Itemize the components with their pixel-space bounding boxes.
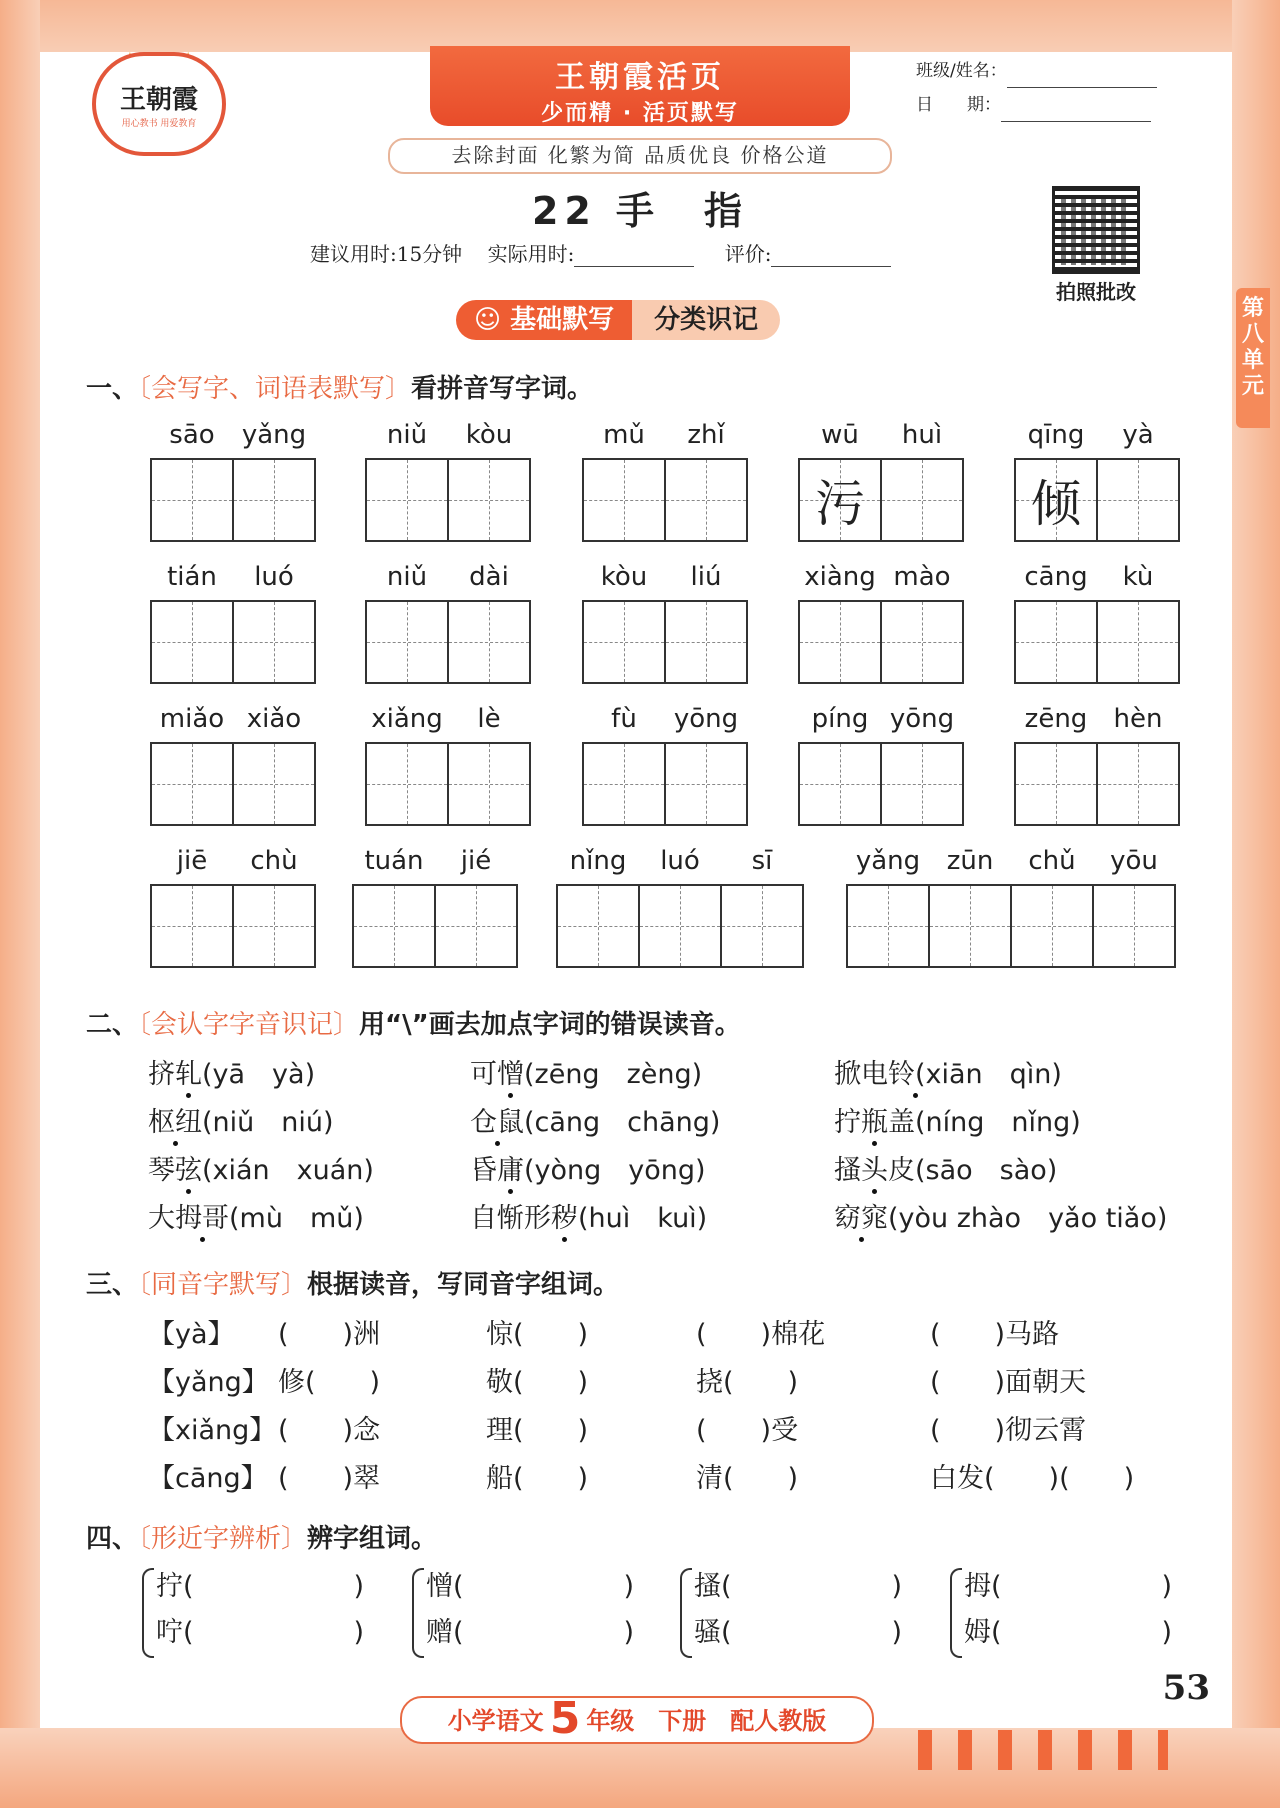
q2-word-dotted: 窈窕 xyxy=(834,1203,888,1234)
q4-word-blank[interactable] xyxy=(426,1564,634,1603)
date-label: 日 期： xyxy=(916,95,1001,115)
writing-cell[interactable] xyxy=(880,742,964,826)
writing-cell[interactable] xyxy=(365,458,449,542)
pinyin-label: fù xyxy=(611,704,637,734)
pinyin-label: mào xyxy=(893,562,951,592)
q2-pinyin-choices[interactable]: (yòng yōng) xyxy=(524,1155,706,1186)
q4-close-paren: ) xyxy=(353,1571,365,1602)
writing-cell[interactable] xyxy=(150,742,234,826)
writing-cell[interactable] xyxy=(846,884,930,968)
q2-word-dotted: 仓鼠 xyxy=(470,1107,524,1138)
q3-pinyin-key: 【xiǎng】 xyxy=(148,1415,277,1446)
q1-box-group xyxy=(582,600,746,684)
q2-word-dotted: 轧 xyxy=(175,1059,202,1090)
writing-cell[interactable] xyxy=(1096,742,1180,826)
pinyin-label: luó xyxy=(660,846,700,876)
q3-blank-item[interactable]: ( )面朝天 xyxy=(930,1367,1087,1398)
qr-code-icon[interactable] xyxy=(1052,186,1140,274)
brand-logo xyxy=(92,52,226,156)
q4-char: 赠( xyxy=(426,1617,464,1648)
q4-close-paren: ) xyxy=(1161,1571,1173,1602)
pinyin-label: niǔ xyxy=(386,420,428,450)
pinyin-label: wū xyxy=(821,420,859,450)
q2-num: 二、 xyxy=(86,1010,139,1040)
q2-pinyin-choices[interactable]: (niǔ niú) xyxy=(202,1107,334,1138)
q1-box-group xyxy=(150,458,314,542)
pinyin-label: yōng xyxy=(889,704,955,734)
writing-cell[interactable] xyxy=(232,600,316,684)
pinyin-label: tuán xyxy=(364,846,424,876)
writing-cell[interactable] xyxy=(582,600,666,684)
pinyin-label: xiǎng xyxy=(371,704,443,734)
writing-cell[interactable] xyxy=(582,742,666,826)
q2-word-dotted: 拧瓶盖 xyxy=(834,1107,915,1138)
page-title: 22 手 指 xyxy=(531,189,749,233)
q2-item[interactable] xyxy=(470,1148,706,1187)
footer-grade: 5 xyxy=(549,1693,581,1744)
pinyin-label: sī xyxy=(751,846,773,876)
writing-cell[interactable] xyxy=(638,884,722,968)
q4-close-paren: ) xyxy=(891,1617,903,1648)
writing-cell[interactable] xyxy=(232,458,316,542)
q4-char: 拧( xyxy=(156,1571,194,1602)
q4-close-paren: ) xyxy=(353,1617,365,1648)
q1-num: 一、 xyxy=(86,374,139,404)
q2-pinyin-choices[interactable]: (yòu zhào yǎo tiǎo) xyxy=(888,1203,1168,1234)
writing-cell[interactable] xyxy=(365,600,449,684)
pinyin-label: yōu xyxy=(1110,846,1158,876)
q1-box-group xyxy=(365,458,529,542)
writing-cell[interactable] xyxy=(582,458,666,542)
footer-stripes xyxy=(918,1730,1168,1770)
q2-word-dotted: 弦 xyxy=(175,1155,202,1186)
q1-box-group xyxy=(150,742,314,826)
eval-field[interactable] xyxy=(771,246,891,267)
writing-cell[interactable] xyxy=(1010,884,1094,968)
q4-brace xyxy=(412,1568,424,1658)
q2-pinyin-choices[interactable]: (xián xuán) xyxy=(202,1155,374,1186)
border-top xyxy=(0,0,1280,52)
q2-item[interactable] xyxy=(470,1052,702,1091)
q1-box-group xyxy=(798,742,962,826)
writing-cell[interactable] xyxy=(798,458,882,542)
writing-cell[interactable] xyxy=(1096,600,1180,684)
q2-pinyin-choices[interactable]: (sāo sào) xyxy=(915,1155,1058,1186)
writing-cell[interactable] xyxy=(352,884,436,968)
logo-tagline: 用心教书 用爱教育 xyxy=(121,119,197,129)
writing-cell[interactable] xyxy=(880,458,964,542)
q1-box-group xyxy=(798,458,962,542)
pinyin-label: zūn xyxy=(946,846,994,876)
pinyin-label: xiàng xyxy=(804,562,876,592)
q3-text: 根据读音，写同音字组词。 xyxy=(307,1270,620,1300)
pinyin-label: huì xyxy=(901,420,943,450)
writing-cell[interactable] xyxy=(664,458,748,542)
writing-cell[interactable] xyxy=(434,884,518,968)
footer-badge xyxy=(400,1693,874,1744)
q3-blank-item[interactable]: 理( ) xyxy=(486,1415,589,1446)
writing-cell[interactable] xyxy=(1096,458,1180,542)
student-info xyxy=(916,54,1216,134)
time-row xyxy=(310,238,915,267)
q3-heading xyxy=(86,1264,619,1301)
pinyin-label: liú xyxy=(690,562,722,592)
q4-char: 咛( xyxy=(156,1617,194,1648)
q1-box-group xyxy=(150,600,314,684)
q4-heading xyxy=(86,1518,437,1555)
pinyin-label: cāng xyxy=(1024,562,1088,592)
q2-word-plain: 掀电铃 xyxy=(834,1059,915,1090)
q1-tag: 〔会写字、词语表默写〕 xyxy=(138,374,412,404)
q2-word-dotted: 搔头皮 xyxy=(834,1155,915,1186)
q2-word-dotted: 秽 xyxy=(551,1203,578,1234)
q4-close-paren: ) xyxy=(623,1571,635,1602)
banner-title: 王朝霞活页 xyxy=(555,60,725,95)
class-name-field[interactable] xyxy=(1007,65,1157,88)
q2-pinyin-choices[interactable]: (cāng chāng) xyxy=(524,1107,721,1138)
border-left xyxy=(0,0,40,1808)
q2-pinyin-choices[interactable]: (yā yà) xyxy=(202,1059,316,1090)
actual-time-label: 实际用时: xyxy=(487,242,575,266)
q3-pinyin-key: 【yà】 xyxy=(148,1319,235,1350)
writing-cell[interactable] xyxy=(447,458,531,542)
pinyin-label: miǎo xyxy=(159,704,225,734)
actual-time-field[interactable] xyxy=(574,246,694,267)
writing-cell[interactable] xyxy=(150,884,234,968)
q1-box-group xyxy=(352,884,516,968)
q1-heading xyxy=(86,368,593,405)
q2-item[interactable] xyxy=(470,1196,707,1235)
writing-cell[interactable] xyxy=(720,884,804,968)
footer-edition: 年级 下册 配人教版 xyxy=(586,1707,827,1735)
date-field[interactable] xyxy=(1001,99,1151,122)
banner-subtitle: 少而精 · 活页默写 xyxy=(541,101,739,126)
q3-num: 三、 xyxy=(86,1270,139,1300)
q2-word-plain: 昏 xyxy=(470,1155,497,1186)
q2-item[interactable] xyxy=(148,1196,364,1235)
logo-text: 王朝霞 xyxy=(119,85,198,115)
q2-item[interactable] xyxy=(148,1100,334,1139)
section-pill-secondary: 分类识记 xyxy=(632,300,780,340)
q4-tag: 〔形近字辨析〕 xyxy=(138,1524,308,1554)
suggest-time: 建议用时:15分钟 xyxy=(310,242,463,266)
writing-cell[interactable] xyxy=(447,600,531,684)
q2-word-plain: 挤 xyxy=(148,1059,175,1090)
pinyin-label: yǎng xyxy=(241,420,307,450)
pinyin-label: yà xyxy=(1122,420,1154,450)
q3-blank-item[interactable]: ( )受 xyxy=(696,1415,799,1446)
filled-character: 污 xyxy=(815,475,865,533)
qr-label: 拍照批改 xyxy=(1056,280,1136,304)
page-number: 53 xyxy=(1162,1668,1210,1708)
pinyin-label: dài xyxy=(469,562,509,592)
writing-cell[interactable] xyxy=(664,742,748,826)
pinyin-label: kòu xyxy=(600,562,648,592)
section-pill xyxy=(456,300,780,340)
q4-word-blank[interactable] xyxy=(694,1564,902,1603)
q3-blank-item[interactable]: 清( ) xyxy=(696,1463,799,1494)
q3-blank-item[interactable]: ( )洲 xyxy=(278,1319,381,1350)
q3-blank-item[interactable]: ( )翠 xyxy=(278,1463,381,1494)
pinyin-label: luó xyxy=(254,562,294,592)
q3-pinyin-key: 【yǎng】 xyxy=(148,1367,269,1398)
q3-blank-item[interactable]: ( )彻云霄 xyxy=(930,1415,1087,1446)
q1-box-group xyxy=(846,884,1174,968)
q1-box-group xyxy=(1014,742,1178,826)
slogan: 去除封面 化繁为简 品质优良 价格公道 xyxy=(388,138,892,174)
section-pill-primary: ☺ 基础默写 xyxy=(456,300,632,340)
pinyin-label: zēng xyxy=(1024,704,1088,734)
q2-word-dotted: 枢纽 xyxy=(148,1107,202,1138)
q2-word-plain: 大 xyxy=(148,1203,175,1234)
writing-cell[interactable] xyxy=(880,600,964,684)
q2-pinyin-choices[interactable]: (níng nǐng) xyxy=(915,1107,1081,1138)
pinyin-label: qīng xyxy=(1027,420,1085,450)
pinyin-label: zhǐ xyxy=(687,420,725,450)
q3-blank-item[interactable]: 敬( ) xyxy=(486,1367,589,1398)
q1-box-group xyxy=(150,884,314,968)
q4-word-blank[interactable] xyxy=(426,1610,634,1649)
q2-item[interactable] xyxy=(834,1100,1081,1139)
writing-cell[interactable] xyxy=(664,600,748,684)
q1-box-group xyxy=(582,458,746,542)
q2-tag: 〔会认字字音识记〕 xyxy=(138,1010,360,1040)
unit-side-tab: 第八单元 xyxy=(1236,288,1270,428)
q2-pinyin-choices[interactable]: (mù mǔ) xyxy=(229,1203,364,1234)
q1-box-group xyxy=(1014,458,1178,542)
q2-item[interactable] xyxy=(834,1148,1057,1187)
q2-pinyin-choices[interactable]: (huì kuì) xyxy=(578,1203,708,1234)
q2-word-plain: 琴 xyxy=(148,1155,175,1186)
header-banner xyxy=(430,46,850,126)
q1-box-group xyxy=(582,742,746,826)
q4-char: 骚( xyxy=(694,1617,732,1648)
q4-brace xyxy=(680,1568,692,1658)
q2-word-dotted: 憎 xyxy=(497,1059,524,1090)
q3-blank-item[interactable]: 惊( ) xyxy=(486,1319,589,1350)
q4-close-paren: ) xyxy=(623,1617,635,1648)
writing-cell[interactable] xyxy=(556,884,640,968)
q4-brace xyxy=(142,1568,154,1658)
q1-box-group xyxy=(1014,600,1178,684)
q2-pinyin-choices[interactable]: (zēng zèng) xyxy=(524,1059,703,1090)
writing-cell[interactable] xyxy=(365,742,449,826)
writing-cell[interactable] xyxy=(447,742,531,826)
pinyin-label: chǔ xyxy=(1028,846,1076,876)
q4-word-blank[interactable] xyxy=(156,1610,364,1649)
writing-cell[interactable] xyxy=(1092,884,1176,968)
q4-word-blank[interactable] xyxy=(964,1610,1172,1649)
class-name-label: 班级/姓名： xyxy=(916,61,1007,81)
q1-box-group xyxy=(365,600,529,684)
q3-blank-item[interactable]: ( )念 xyxy=(278,1415,381,1446)
q4-char: 拇( xyxy=(964,1571,1002,1602)
q4-char: 憎( xyxy=(426,1571,464,1602)
pinyin-label: sāo xyxy=(169,420,215,450)
pinyin-label: chù xyxy=(250,846,298,876)
writing-cell[interactable] xyxy=(150,458,234,542)
pinyin-label: niǔ xyxy=(386,562,428,592)
pinyin-label: xiǎo xyxy=(246,704,302,734)
pinyin-label: hèn xyxy=(1113,704,1163,734)
pinyin-label: yōng xyxy=(673,704,739,734)
pinyin-label: kù xyxy=(1122,562,1154,592)
q1-text: 看拼音写字词。 xyxy=(411,374,594,404)
q3-blank-item[interactable]: 白发( )( ) xyxy=(930,1463,1135,1494)
writing-cell[interactable] xyxy=(232,742,316,826)
q2-item[interactable] xyxy=(834,1052,1062,1091)
pinyin-label: tián xyxy=(167,562,217,592)
q1-box-group xyxy=(556,884,802,968)
writing-cell[interactable] xyxy=(1014,600,1098,684)
pinyin-label: mǔ xyxy=(603,420,645,450)
q4-num: 四、 xyxy=(86,1524,139,1554)
writing-cell[interactable] xyxy=(1014,742,1098,826)
q2-item[interactable] xyxy=(834,1196,1167,1235)
border-right xyxy=(1232,0,1280,1808)
pinyin-label: lè xyxy=(477,704,501,734)
filled-character: 倾 xyxy=(1031,475,1081,533)
q3-blank-item[interactable]: 船( ) xyxy=(486,1463,589,1494)
footer-subject: 小学语文 xyxy=(447,1707,544,1735)
writing-cell[interactable] xyxy=(150,600,234,684)
pinyin-label: kòu xyxy=(465,420,513,450)
q2-item[interactable] xyxy=(470,1100,720,1139)
pinyin-label: yǎng xyxy=(855,846,921,876)
q3-blank-item[interactable]: ( )马路 xyxy=(930,1319,1060,1350)
q4-word-blank[interactable] xyxy=(694,1610,902,1649)
q4-close-paren: ) xyxy=(1161,1617,1173,1648)
eval-label: 评价: xyxy=(724,242,772,266)
q1-box-group xyxy=(365,742,529,826)
q3-tag: 〔同音字默写〕 xyxy=(138,1270,308,1300)
q3-pinyin-key: 【cāng】 xyxy=(148,1463,268,1494)
q3-blank-item[interactable]: ( )棉花 xyxy=(696,1319,826,1350)
q2-heading xyxy=(86,1004,741,1041)
pinyin-label: píng xyxy=(811,704,869,734)
writing-cell[interactable] xyxy=(1014,458,1098,542)
q2-pinyin-choices[interactable]: (xiān qìn) xyxy=(915,1059,1062,1090)
q2-word-plain: 可 xyxy=(470,1059,497,1090)
q2-word-plain: 自惭形 xyxy=(470,1203,551,1234)
pinyin-label: jié xyxy=(460,846,492,876)
q2-item[interactable] xyxy=(148,1148,374,1187)
pinyin-label: jiē xyxy=(176,846,208,876)
q2-word-dotted: 拇哥 xyxy=(175,1203,229,1234)
writing-cell[interactable] xyxy=(798,600,882,684)
q2-word-dotted: 庸 xyxy=(497,1155,524,1186)
q4-close-paren: ) xyxy=(891,1571,903,1602)
writing-cell[interactable] xyxy=(232,884,316,968)
writing-cell[interactable] xyxy=(928,884,1012,968)
pinyin-label: nǐng xyxy=(569,846,627,876)
q3-blank-item[interactable]: 挠( ) xyxy=(696,1367,799,1398)
q2-item[interactable] xyxy=(148,1052,315,1091)
q4-text: 辨字组词。 xyxy=(307,1524,438,1554)
q4-brace xyxy=(950,1568,962,1658)
q4-char: 姆( xyxy=(964,1617,1002,1648)
writing-cell[interactable] xyxy=(798,742,882,826)
section-pill-primary-label: 基础默写 xyxy=(510,305,615,335)
q1-box-group xyxy=(798,600,962,684)
q2-text: 用“\”画去加点字词的错误读音。 xyxy=(359,1010,741,1040)
q4-char: 搔( xyxy=(694,1571,732,1602)
q4-word-blank[interactable] xyxy=(964,1564,1172,1603)
q4-word-blank[interactable] xyxy=(156,1564,364,1603)
q3-blank-item[interactable]: 修( ) xyxy=(278,1367,381,1398)
